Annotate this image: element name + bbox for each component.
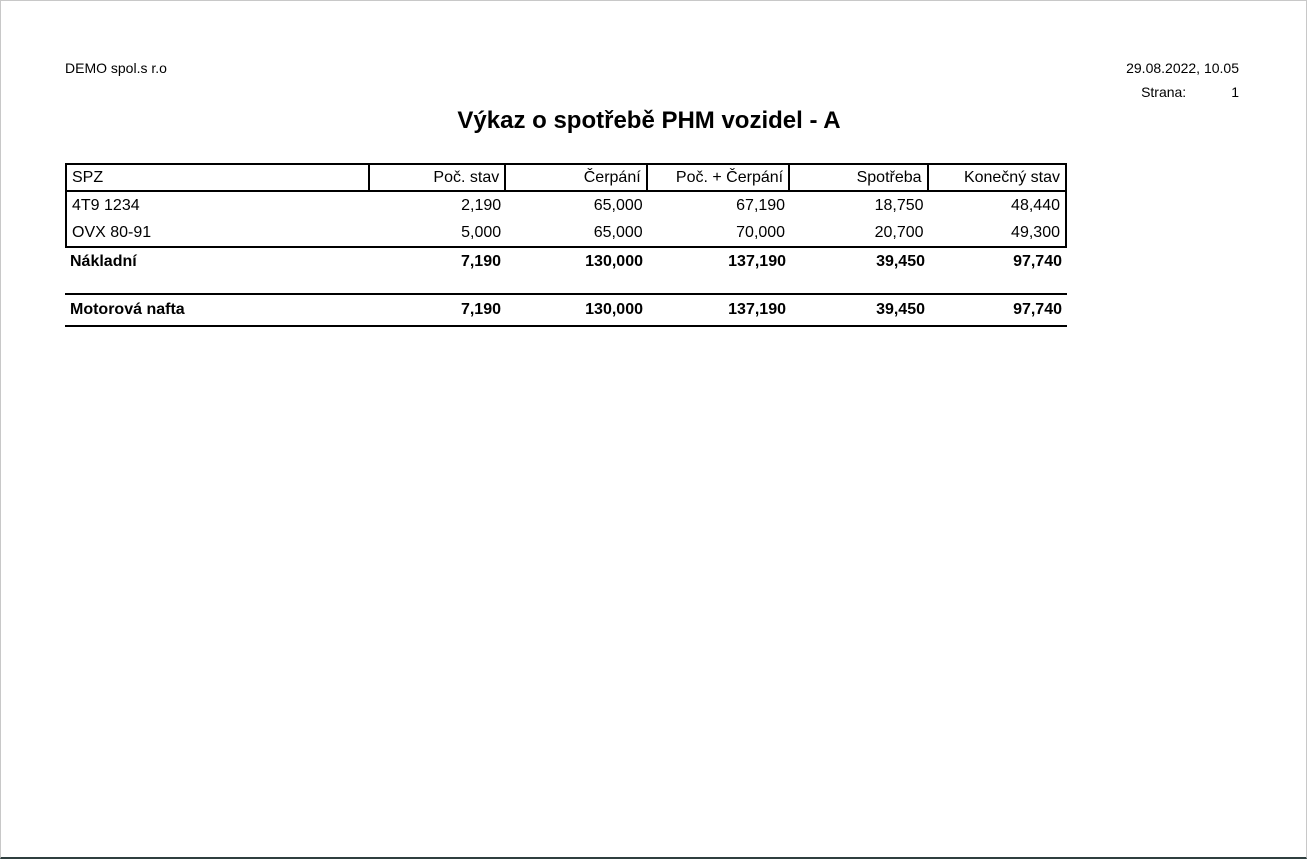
cell-initial-plus-refuel: 67,190 [736,196,786,214]
print-datetime: 29.08.2022, 10.05 [1126,60,1239,76]
subtotal-initial-state: 7,190 [460,253,501,270]
grand-total-refuel: 130,000 [585,301,643,318]
table-body [65,192,1067,248]
column-header-refuel: Čerpání [506,165,647,190]
subtotal-label: Nákladní [70,253,137,270]
cell-consumption: 18,750 [874,196,924,214]
cell-consumption: 20,700 [874,223,924,241]
cell-final-state: 48,440 [1011,196,1060,214]
column-header-spz: SPZ [67,165,370,190]
table-header [65,163,1067,192]
column-header-consumption: Spotřeba [790,165,928,190]
table-row [67,192,1065,219]
fuel-report-table [65,163,1067,327]
subtotal-initial-plus-refuel: 137,190 [728,253,786,270]
cell-initial-plus-refuel: 70,000 [736,223,786,241]
column-header-final-state: Konečný stav [963,168,1060,186]
cell-initial-state: 5,000 [461,223,502,241]
table-row [67,219,1065,246]
grand-total-consumption: 39,450 [876,301,925,318]
grand-total-row [65,293,1067,327]
page-number: 1 [1231,84,1239,100]
cell-spz: 4T9 1234 [72,196,140,214]
grand-total-initial-plus-refuel: 137,190 [728,301,786,318]
cell-initial-state: 2,190 [461,196,502,214]
grand-total-initial-state: 7,190 [460,301,501,318]
cell-final-state: 49,300 [1011,223,1060,241]
subtotal-final-state: 97,740 [1013,253,1062,270]
column-header-initial-state: Poč. stav [370,165,506,190]
company-name: DEMO spol.s r.o [65,60,167,76]
cell-refuel: 65,000 [593,223,643,241]
page-number-block [1141,84,1239,100]
subtotal-refuel: 130,000 [585,253,643,270]
cell-refuel: 65,000 [593,196,643,214]
subtotal-row [65,248,1067,276]
column-header-initial-plus-refuel: Poč. + Čerpání [648,165,790,190]
grand-total-final-state: 97,740 [1013,301,1062,318]
report-title: Výkaz o spotřebě PHM vozidel - A [457,107,841,134]
cell-spz: OVX 80-91 [72,223,152,241]
subtotal-consumption: 39,450 [876,253,925,270]
grand-total-label: Motorová nafta [70,301,185,318]
page-label: Strana: [1141,84,1187,100]
